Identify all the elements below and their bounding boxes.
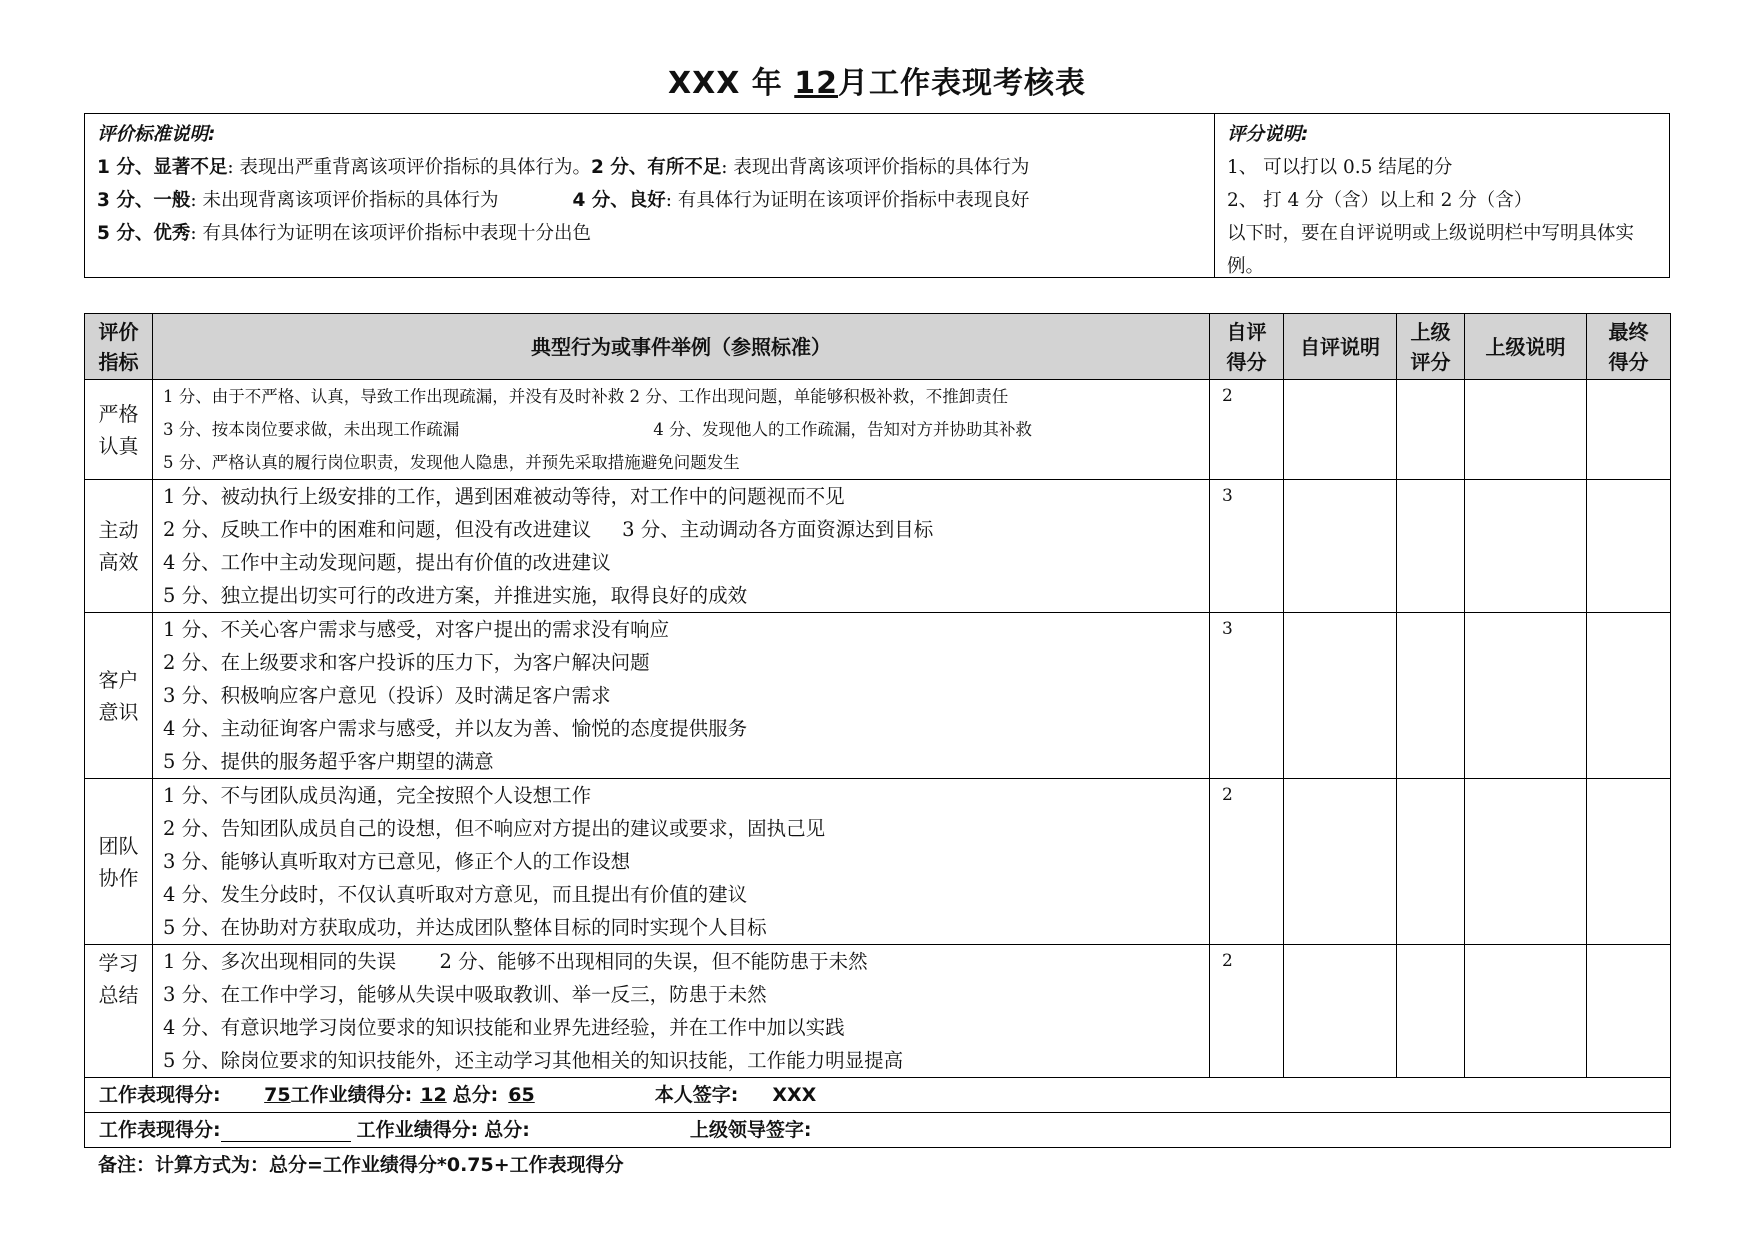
header-supervisor-score: 上级 评分 [1397,314,1465,380]
examples-cell [153,779,1210,945]
table-row [85,380,1671,480]
table-row [85,480,1671,613]
final-score-cell[interactable] [1587,779,1671,945]
supervisor-note-cell[interactable] [1465,613,1587,779]
examples-cell [153,613,1210,779]
example-line: 4 分、发生分歧时，不仅认真听取对方意见，而且提出有价值的建议 [163,883,748,906]
example-line: 3 分、积极响应客户意见（投诉）及时满足客户需求 [163,684,611,707]
supervisor-note-cell[interactable] [1465,380,1587,480]
example-line: 3 分、按本岗位要求做，未出现工作疏漏 4 分、发现他人的工作疏漏，告知对方并协助其补救 [163,420,1033,439]
supervisor-score-cell[interactable] [1397,945,1465,1078]
self-note-cell[interactable] [1284,480,1397,613]
perf-score-label: 工作表现得分: [99,1084,221,1106]
self-note-cell[interactable] [1284,945,1397,1078]
table-row [85,613,1671,779]
self-score-cell[interactable]: 3 [1210,480,1284,613]
example-line: 1 分、被动执行上级安排的工作，遇到困难被动等待，对工作中的问题视而不见 [163,485,845,508]
scoring-notes [1215,114,1669,277]
self-note-cell[interactable] [1284,380,1397,480]
final-score-cell[interactable] [1587,945,1671,1078]
supervisor-note-cell[interactable] [1465,945,1587,1078]
examples-cell [153,480,1210,613]
example-line: 1 分、不与团队成员沟通，完全按照个人设想工作 [163,784,592,807]
title-suffix: 月工作表现考核表 [838,66,1087,101]
example-line: 2 分、反映工作中的困难和问题，但没有改进建议 3 分、主动调动各方面资源达到目标 [163,518,934,541]
self-signature-value[interactable]: XXX [772,1084,817,1106]
supervisor-signature-label: 上级领导签字: [689,1119,812,1141]
final-score-cell[interactable] [1587,380,1671,480]
result-score-label: 工作业绩得分: [290,1084,413,1106]
supervisor-note-cell[interactable] [1465,480,1587,613]
header-self-note: 自评说明 [1284,314,1397,380]
self-summary-row [85,1078,1671,1113]
indicator-cell: 客户 意识 [85,613,153,779]
indicator-cell: 主动 高效 [85,480,153,613]
example-line: 5 分、提供的服务超乎客户期望的满意 [163,750,494,773]
self-note-cell[interactable] [1284,779,1397,945]
supervisor-score-cell[interactable] [1397,779,1465,945]
example-line: 2 分、在上级要求和客户投诉的压力下，为客户解决问题 [163,651,650,674]
scoring-line-3: 以下时，要在自评说明或上级说明栏中写明具体实 [1227,223,1635,244]
example-line: 1 分、由于不严格、认真，导致工作出现疏漏，并没有及时补救 2 分、工作出现问题，单能够积极补救，不推卸责任 [163,387,1009,406]
total-score-label: 总分: [484,1119,530,1141]
self-score-cell[interactable]: 2 [1210,380,1284,480]
evaluation-table [84,313,1671,1148]
indicator-cell: 严格 认真 [85,380,153,480]
example-line: 5 分、独立提出切实可行的改进方案，并推进实施，取得良好的成效 [163,584,748,607]
criteria-1-label: 1 分、显著不足 [97,157,228,178]
criteria-3-text: : 未出现背离该项评价指标的具体行为 [190,190,499,211]
header-supervisor-note: 上级说明 [1465,314,1587,380]
header-indicator: 评价 指标 [85,314,153,380]
table-row [85,779,1671,945]
total-score-label: 总分: [452,1084,499,1106]
criteria-2-label: 2 分、有所不足 [590,157,722,178]
page-title [0,58,1754,102]
supervisor-score-cell[interactable] [1397,380,1465,480]
title-month: 12 [794,66,839,101]
scoring-line-1: 1、 可以打以 0.5 结尾的分 [1227,157,1453,178]
example-line: 3 分、在工作中学习，能够从失误中吸取教训、举一反三，防患于未然 [163,983,767,1006]
criteria-3-label: 3 分、一般 [97,190,191,211]
example-line: 4 分、主动征询客户需求与感受，并以友为善、愉悦的态度提供服务 [163,717,748,740]
header-examples: 典型行为或事件举例（参照标准） [153,314,1210,380]
examples-cell [153,945,1210,1078]
example-line: 5 分、在协助对方获取成功，并达成团队整体目标的同时实现个人目标 [163,916,767,939]
header-final-score: 最终 得分 [1587,314,1671,380]
title-prefix: XXX 年 [667,66,783,101]
final-score-cell[interactable] [1587,613,1671,779]
supervisor-score-cell[interactable] [1397,613,1465,779]
example-line: 4 分、有意识地学习岗位要求的知识技能和业界先进经验，并在工作中加以实践 [163,1016,845,1039]
example-line: 3 分、能够认真听取对方已意见，修正个人的工作设想 [163,850,631,873]
scoring-heading: 评分说明: [1227,124,1309,145]
example-line: 1 分、多次出现相同的失误 2 分、能够不出现相同的失误，但不能防患于未然 [163,950,868,973]
example-line: 2 分、告知团队成员自己的设想，但不响应对方提出的建议或要求，固执己见 [163,817,826,840]
criteria-1-text: : 表现出严重背离该项评价指标的具体行为。 [227,157,591,178]
self-signature-label: 本人签字: [654,1084,739,1106]
example-line: 4 分、工作中主动发现问题，提出有价值的改进建议 [163,551,611,574]
self-score-cell[interactable]: 2 [1210,779,1284,945]
final-score-cell[interactable] [1587,480,1671,613]
criteria-2-text: : 表现出背离该项评价指标的具体行为 [721,157,1030,178]
self-summary-cell [85,1078,1671,1113]
perf-score-value[interactable]: 75 [264,1084,291,1106]
supervisor-summary-row [85,1113,1671,1148]
criteria-4-label: 4 分、良好 [572,190,666,211]
supervisor-summary-cell [85,1113,1671,1148]
example-line: 5 分、除岗位要求的知识技能外，还主动学习其他相关的知识技能，工作能力明显提高 [163,1049,904,1072]
criteria-5-text: : 有具体行为证明在该项评价指标中表现十分出色 [190,223,591,244]
result-score-value[interactable]: 12 [420,1084,447,1106]
supervisor-note-cell[interactable] [1465,779,1587,945]
examples-cell [153,380,1210,480]
criteria-5-label: 5 分、优秀 [97,223,191,244]
indicator-cell: 学习 总结 [85,945,153,1078]
table-row [85,945,1671,1078]
criteria-heading: 评价标准说明: [97,124,216,145]
example-line: 5 分、严格认真的履行岗位职责，发现他人隐患，并预先采取措施避免问题发生 [163,453,740,472]
self-score-cell[interactable]: 3 [1210,613,1284,779]
total-score-value[interactable]: 65 [508,1084,535,1106]
header-row [85,314,1671,380]
header-self-score: 自评 得分 [1210,314,1284,380]
criteria-4-text: : 有具体行为证明在该项评价指标中表现良好 [665,190,1030,211]
example-line: 1 分、不关心客户需求与感受，对客户提出的需求没有响应 [163,618,670,641]
perf-score-label: 工作表现得分: [99,1119,221,1141]
perf-score-blank[interactable] [221,1119,351,1142]
scoring-line-2: 2、 打 4 分（含）以上和 2 分（含） [1227,190,1533,211]
supervisor-score-cell[interactable] [1397,480,1465,613]
result-score-label: 工作业绩得分: [356,1119,479,1141]
self-score-cell[interactable]: 2 [1210,945,1284,1078]
scoring-line-4: 例。 [1227,256,1265,277]
footnote: 备注：计算方式为：总分=工作业绩得分*0.75+工作表现得分 [98,1154,624,1176]
indicator-cell: 团队 协作 [85,779,153,945]
self-note-cell[interactable] [1284,613,1397,779]
criteria-standards [85,114,1215,277]
criteria-box [84,113,1670,278]
